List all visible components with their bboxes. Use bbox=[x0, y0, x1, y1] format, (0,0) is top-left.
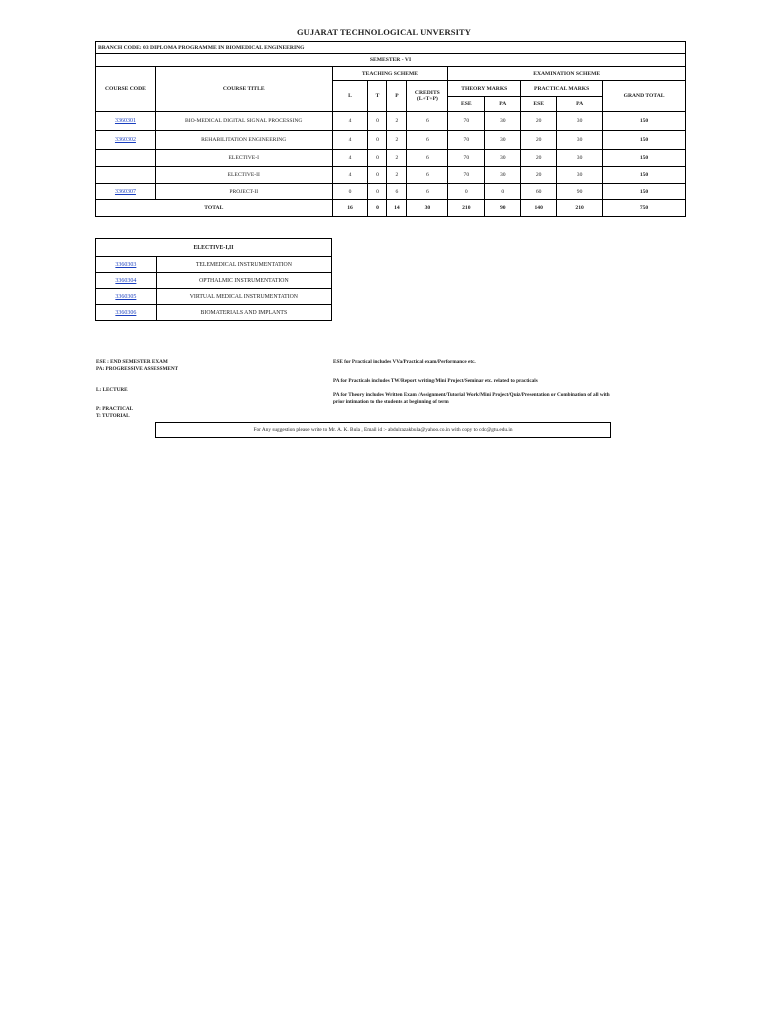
practical-pa-cell: 30 bbox=[557, 167, 603, 184]
credits-header bbox=[407, 81, 448, 112]
semester-label: SEMESTER - VI bbox=[96, 54, 686, 67]
total-credits: 30 bbox=[407, 200, 448, 217]
practical-ese-cell: 60 bbox=[521, 184, 557, 200]
total-grand: 750 bbox=[603, 200, 686, 217]
theory-pa-cell: 30 bbox=[485, 167, 521, 184]
credits-cell: 6 bbox=[407, 150, 448, 167]
credits-cell: 6 bbox=[407, 167, 448, 184]
practical-ese-cell: 20 bbox=[521, 150, 557, 167]
t-cell: 0 bbox=[368, 167, 387, 184]
table-row bbox=[96, 131, 686, 150]
theory-pa-cell: 30 bbox=[485, 150, 521, 167]
theory-marks-header: THEORY MARKS bbox=[448, 81, 521, 97]
t-cell: 0 bbox=[368, 184, 387, 200]
course-code-header: COURSE CODE bbox=[96, 67, 156, 112]
p-cell: 6 bbox=[387, 184, 407, 200]
l-cell: 4 bbox=[332, 150, 368, 167]
p-header: P bbox=[387, 81, 407, 112]
note-ese-practical: ESE for Practical includes VVa/Practical exam/Performance etc. bbox=[333, 359, 476, 365]
list-item bbox=[96, 273, 332, 289]
elective-header: ELECTIVE-I,II bbox=[96, 239, 332, 257]
practical-pa-cell: 30 bbox=[557, 131, 603, 150]
course-title-cell: PROJECT-II bbox=[155, 184, 332, 200]
l-cell: 4 bbox=[332, 112, 368, 131]
course-title-cell: BIO-MEDICAL DIGITAL SIGNAL PROCESSING bbox=[155, 112, 332, 131]
elective-title-cell: BIOMATERIALS AND IMPLANTS bbox=[156, 305, 331, 321]
theory-ese-cell: 70 bbox=[448, 131, 485, 150]
theory-ese-cell: 70 bbox=[448, 112, 485, 131]
branch-line: BRANCH CODE: 03 DIPLOMA PROGRAMME IN BIOMEDICAL ENGINEERING bbox=[96, 42, 686, 54]
course-code-cell bbox=[96, 184, 156, 200]
theory-ese-header: ESE bbox=[448, 97, 485, 112]
legend-lecture: L: LECTURE bbox=[96, 387, 128, 393]
theory-pa-cell: 0 bbox=[485, 184, 521, 200]
course-code-link[interactable]: 3360301 bbox=[114, 118, 136, 124]
practical-marks-header: PRACTICAL MARKS bbox=[521, 81, 603, 97]
suggestion-footer: For Any suggestion please write to Mr. A. K. Bula , Email id :- abdulrazakbula@yahoo.co.in with copy to cdc@gtu.edu.in bbox=[155, 422, 611, 438]
course-code-link[interactable]: 3360302 bbox=[114, 137, 136, 143]
legend-pa: PA: PROGRESSIVE ASSESSMENT bbox=[96, 366, 179, 373]
practical-pa-cell: 30 bbox=[557, 150, 603, 167]
grand-total-cell: 150 bbox=[603, 167, 686, 184]
practical-ese-cell: 20 bbox=[521, 131, 557, 150]
teaching-scheme-header: TEACHING SCHEME bbox=[332, 67, 448, 81]
credits-label: CREDITS bbox=[414, 90, 440, 96]
elective-title-cell: VIRTUAL MEDICAL INSTRUMENTATION bbox=[156, 289, 331, 305]
theory-pa-cell: 30 bbox=[485, 112, 521, 131]
legend-ese-pa bbox=[96, 359, 178, 373]
p-cell: 2 bbox=[387, 150, 407, 167]
practical-pa-header: PA bbox=[557, 97, 603, 112]
note-pa-theory-line1: PA for Theory includes Written Exam /Assignment/Tutorial Work/Mini Project/Quiz/Presentation or Combination of all with bbox=[333, 392, 610, 398]
t-header: T bbox=[368, 81, 387, 112]
p-cell: 2 bbox=[387, 167, 407, 184]
credits-cell: 6 bbox=[407, 131, 448, 150]
elective-title-cell: OPTHALMIC INSTRUMENTATION bbox=[156, 273, 331, 289]
course-code-cell bbox=[96, 112, 156, 131]
practical-pa-cell: 30 bbox=[557, 112, 603, 131]
table-row bbox=[96, 150, 686, 167]
course-title-cell: ELECTIVE-II bbox=[155, 167, 332, 184]
elective-code-cell bbox=[96, 305, 157, 321]
l-cell: 4 bbox=[332, 131, 368, 150]
examination-scheme-header: EXAMINATION SCHEME bbox=[448, 67, 686, 81]
list-item bbox=[96, 289, 332, 305]
elective-code-link[interactable]: 3360305 bbox=[115, 293, 137, 300]
total-p: 14 bbox=[387, 200, 407, 217]
elective-title-cell: TELEMEDICAL INSTRUMENTATION bbox=[156, 257, 331, 273]
practical-pa-cell: 90 bbox=[557, 184, 603, 200]
grand-total-cell: 150 bbox=[603, 131, 686, 150]
t-cell: 0 bbox=[368, 131, 387, 150]
l-cell: 4 bbox=[332, 167, 368, 184]
course-code-cell bbox=[96, 150, 156, 167]
university-title: GUJARAT TECHNOLOGICAL UNVERSITY bbox=[296, 27, 472, 37]
t-cell: 0 bbox=[368, 150, 387, 167]
legend-tutorial: T: TUTORIAL bbox=[96, 413, 130, 420]
l-cell: 0 bbox=[332, 184, 368, 200]
note-pa-practicals: PA for Practicals includes TW/Report writing/Mini Project/Seminar etc. related to practicals bbox=[333, 378, 538, 384]
total-t: 0 bbox=[368, 200, 387, 217]
grand-total-cell: 150 bbox=[603, 184, 686, 200]
total-row bbox=[96, 200, 686, 217]
p-cell: 2 bbox=[387, 112, 407, 131]
total-l: 16 bbox=[332, 200, 368, 217]
table-row bbox=[96, 112, 686, 131]
theory-ese-cell: 0 bbox=[448, 184, 485, 200]
table-row bbox=[96, 167, 686, 184]
theory-ese-cell: 70 bbox=[448, 167, 485, 184]
theory-pa-header: PA bbox=[485, 97, 521, 112]
credits-formula: (L+T+P) bbox=[416, 96, 438, 102]
course-code-link[interactable]: 3360307 bbox=[114, 188, 136, 195]
t-cell: 0 bbox=[368, 112, 387, 131]
course-code-cell bbox=[96, 131, 156, 150]
practical-ese-cell: 20 bbox=[521, 112, 557, 131]
course-title-cell: ELECTIVE-I bbox=[155, 150, 332, 167]
elective-code-link[interactable]: 3360306 bbox=[115, 309, 137, 316]
credits-cell: 6 bbox=[407, 112, 448, 131]
total-theory-ese: 210 bbox=[448, 200, 485, 217]
elective-code-link[interactable]: 3360303 bbox=[115, 261, 137, 268]
elective-code-cell bbox=[96, 289, 157, 305]
elective-code-cell bbox=[96, 257, 157, 273]
elective-code-link[interactable]: 3360304 bbox=[115, 277, 137, 284]
note-pa-theory-line2: prior intimation to the students at beginning of term bbox=[333, 399, 449, 406]
grand-total-cell: 150 bbox=[603, 150, 686, 167]
course-code-cell bbox=[96, 167, 156, 184]
theory-pa-cell: 30 bbox=[485, 131, 521, 150]
elective-table bbox=[95, 238, 332, 321]
elective-code-cell bbox=[96, 273, 157, 289]
practical-ese-header: ESE bbox=[521, 97, 557, 112]
legend-practical: P: PRACTICAL bbox=[96, 406, 134, 412]
list-item bbox=[96, 305, 332, 321]
practical-ese-cell: 20 bbox=[521, 167, 557, 184]
total-practical-ese: 140 bbox=[521, 200, 557, 217]
course-title-cell: REHABILITATION ENGINEERING bbox=[155, 131, 332, 150]
legend-practical-tutorial bbox=[96, 406, 133, 420]
course-title-header: COURSE TITLE bbox=[155, 67, 332, 112]
grand-total-cell: 150 bbox=[603, 112, 686, 131]
total-practical-pa: 210 bbox=[557, 200, 603, 217]
theory-ese-cell: 70 bbox=[448, 150, 485, 167]
list-item bbox=[96, 257, 332, 273]
table-row bbox=[96, 184, 686, 200]
total-theory-pa: 90 bbox=[485, 200, 521, 217]
p-cell: 2 bbox=[387, 131, 407, 150]
l-header: L bbox=[332, 81, 368, 112]
total-label: TOTAL bbox=[96, 200, 333, 217]
note-pa-theory bbox=[333, 392, 610, 406]
scheme-table bbox=[95, 41, 686, 217]
legend-ese: ESE : END SEMESTER EXAM bbox=[96, 359, 168, 365]
credits-cell: 6 bbox=[407, 184, 448, 200]
grand-total-header: GRAND TOTAL bbox=[603, 81, 686, 112]
